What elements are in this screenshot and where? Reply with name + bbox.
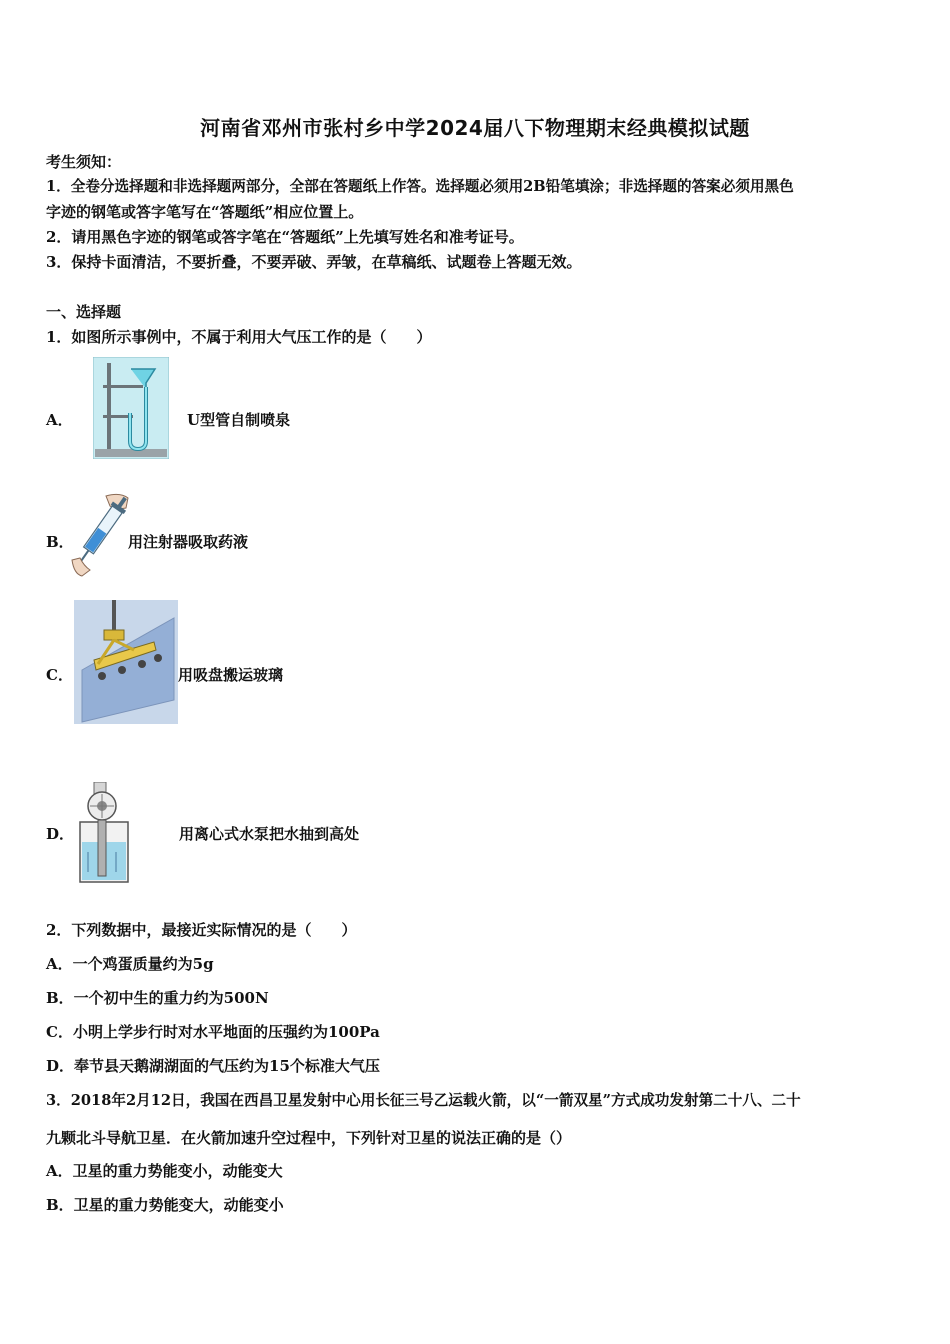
q1-option-c-letter: C． — [46, 666, 73, 684]
q1-option-c-text: 用吸盘搬运玻璃 — [178, 666, 284, 684]
page-title: 河南省邓州市张村乡中学2024届八下物理期末经典模拟试题 — [200, 116, 750, 140]
syringe-figure — [70, 490, 130, 578]
q1-stem: 1．如图所示事例中，不属于利用大气压工作的是（ ） — [46, 328, 432, 346]
notice-line-1: 1．全卷分选择题和非选择题两部分，全部在答题纸上作答。选择题必须用2B铅笔填涂；非选择题的答案必须用黑色 — [46, 178, 794, 195]
q1-option-d-text: 用离心式水泵把水抽到高处 — [179, 825, 360, 843]
u-tube-fountain-figure — [93, 357, 169, 459]
q1-option-b-text: 用注射器吸取药液 — [128, 533, 249, 551]
notice-line-3: 2．请用黑色字迹的钢笔或答字笔在“答题纸”上先填写姓名和准考证号。 — [46, 228, 524, 246]
q2-option-a: A．一个鸡蛋质量约为5g — [46, 955, 214, 973]
q2-option-c: C．小明上学步行时对水平地面的压强约为100Pa — [46, 1023, 380, 1041]
q2-option-d: D．奉节县天鹅湖湖面的气压约为15个标准大气压 — [46, 1057, 380, 1075]
q1-option-b-letter: B． — [46, 533, 74, 551]
suction-cup-glass-figure — [74, 600, 178, 724]
q1-option-a-letter: A． — [46, 411, 73, 429]
notice-line-4: 3．保持卡面清洁，不要折叠，不要弄破、弄皱，在草稿纸、试题卷上答题无效。 — [46, 253, 582, 271]
q2-stem: 2．下列数据中，最接近实际情况的是（ ） — [46, 921, 357, 939]
centrifugal-pump-figure — [76, 782, 132, 884]
q1-option-a-text: U型管自制喷泉 — [187, 411, 291, 429]
q1-option-d-letter: D． — [46, 825, 75, 843]
q3-stem-line-1: 3．2018年2月12日，我国在西昌卫星发射中心用长征三号乙运载火箭，以“一箭双星”方式成功发射第二十八、二十 — [46, 1092, 801, 1109]
q3-stem-line-2: 九颗北斗导航卫星．在火箭加速升空过程中，下列针对卫星的说法正确的是（） — [46, 1129, 572, 1147]
q3-option-b: B．卫星的重力势能变大，动能变小 — [46, 1196, 284, 1214]
notice-heading: 考生须知： — [46, 153, 122, 171]
q2-option-b: B．一个初中生的重力约为500N — [46, 989, 269, 1007]
notice-line-2: 字迹的钢笔或答字笔写在“答题纸”相应位置上。 — [46, 203, 364, 221]
q3-option-a: A．卫星的重力势能变小，动能变大 — [46, 1162, 283, 1180]
section-heading: 一、选择题 — [46, 303, 122, 321]
